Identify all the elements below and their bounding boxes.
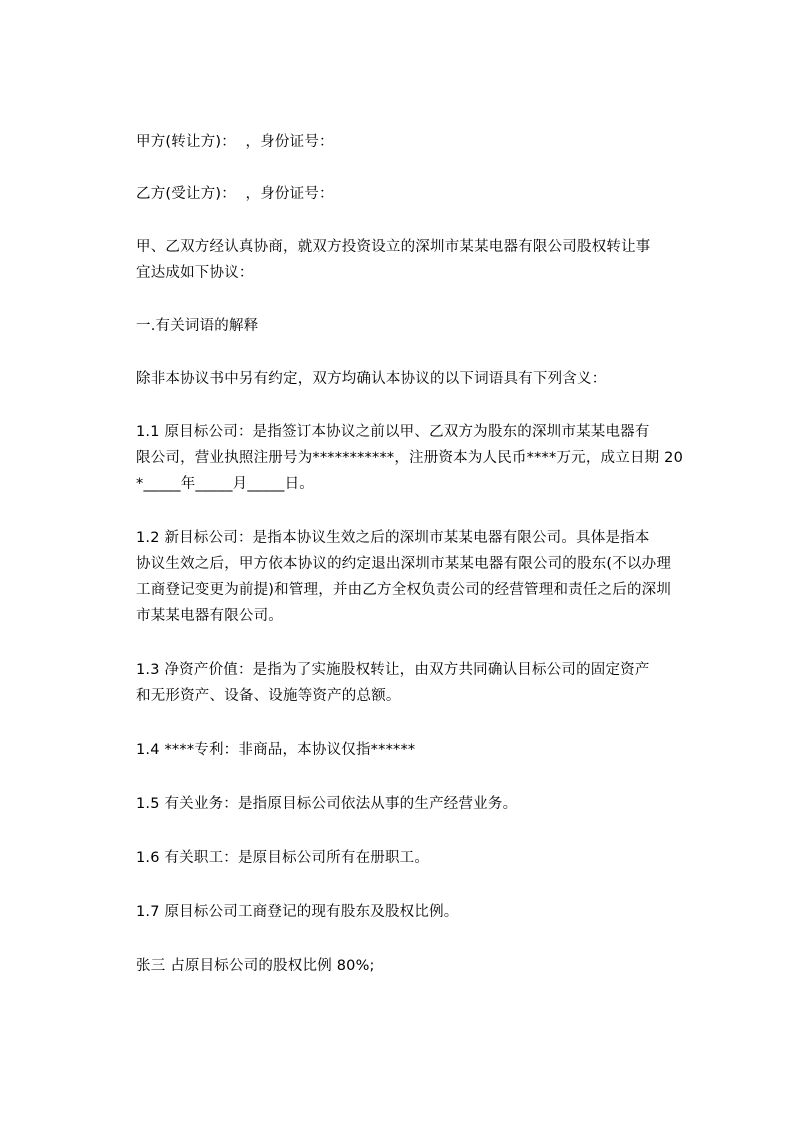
clause-1-1-line-2: 限公司，营业执照注册号为***********，注册资本为人民币****万元，成立日期 20: [136, 450, 684, 466]
clause-1-7: 1.7 原目标公司工商登记的现有股东及股权比例。: [136, 904, 459, 920]
intro-line-2: 宜达成如下协议：: [136, 265, 254, 281]
clause-1-5: 1.5 有关业务：是指原目标公司依法从事的生产经营业务。: [136, 796, 518, 812]
section-1-title: 一.有关词语的解释: [136, 318, 259, 334]
clause-1-1-line-1: 1.1 原目标公司：是指签订本协议之前以甲、乙双方为股东的深圳市某某电器有: [136, 424, 650, 440]
clause-1-2-line-3: 工商登记变更为前提)和管理，并由乙方全权负责公司的经营管理和责任之后的深圳: [136, 582, 672, 598]
clause-1-1-line-3: *_____年_____月_____日。: [136, 476, 314, 492]
party-b-line: 乙方(受让方)： ，身份证号：: [136, 186, 334, 202]
section-1-intro: 除非本协议书中另有约定，双方均确认本协议的以下词语具有下列含义：: [136, 371, 607, 387]
clause-1-3-line-1: 1.3 净资产价值：是指为了实施股权转让，由双方共同确认目标公司的固定资产: [136, 662, 650, 678]
clause-1-2-line-4: 市某某电器有限公司。: [136, 608, 283, 624]
shareholder-1: 张三 占原目标公司的股权比例 80%;: [136, 958, 375, 974]
clause-1-4: 1.4 ****专利：非商品，本协议仅指******: [136, 742, 416, 758]
clause-1-2-line-2: 协议生效之后，甲方依本协议的约定退出深圳市某某电器有限公司的股东(不以办理: [136, 556, 672, 572]
clause-1-3-line-2: 和无形资产、设备、设施等资产的总额。: [136, 688, 401, 704]
party-a-line: 甲方(转让方)： ，身份证号：: [136, 134, 334, 150]
clause-1-2-line-1: 1.2 新目标公司：是指本协议生效之后的深圳市某某电器有限公司。具体是指本: [136, 530, 650, 546]
clause-1-6: 1.6 有关职工：是原目标公司所有在册职工。: [136, 850, 430, 866]
intro-line-1: 甲、乙双方经认真协商，就双方投资设立的深圳市某某电器有限公司股权转让事: [136, 239, 651, 255]
